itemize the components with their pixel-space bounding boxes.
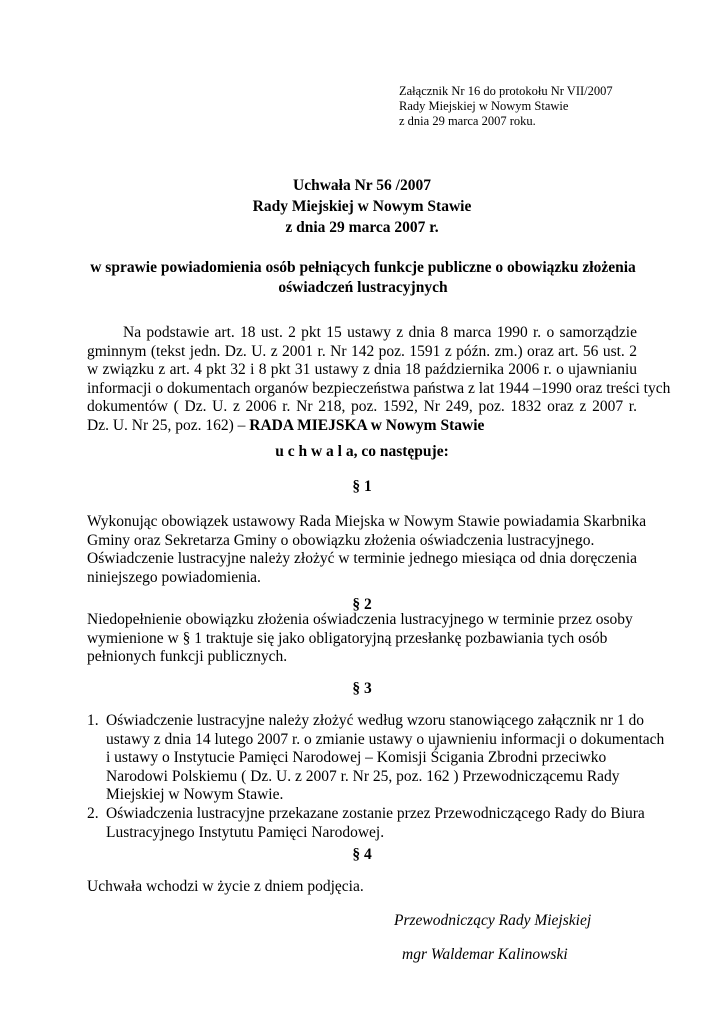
signature-role: Przewodniczący Rady Miejskiej: [394, 912, 592, 929]
paragraph-line: w związku z art. 4 pkt 32 i 8 pkt 31 ustawy z dnia 18 października 2006 r. o ujawnianiu: [87, 361, 637, 379]
resolution-subject: [90, 258, 636, 298]
paragraph-line: informacji o dokumentach organów bezpieczeństwa państwa z lat 1944 –1990 oraz treści tych: [87, 379, 671, 397]
section-mark-2: § 2: [352, 596, 372, 613]
paragraph-line: Gminy oraz Sekretarza Gminy o obowiązku złożenia oświadczenia lustracyjnego.: [87, 531, 595, 549]
paragraph-line: Niedopełnienie obowiązku złożenia oświadczenia lustracyjnego w terminie przez osoby: [87, 611, 633, 628]
section-3-list: [87, 712, 665, 842]
title-line: Uchwała Nr 56 /2007: [293, 177, 431, 194]
annex-line: z dnia 29 marca 2007 roku.: [399, 114, 536, 128]
legal-basis-paragraph: [87, 324, 671, 436]
paragraph-line: Lustracyjnego Instytutu Pamięci Narodowej.: [106, 823, 385, 841]
paragraph-line: [87, 417, 637, 436]
annex-note: [399, 84, 613, 129]
annex-line: Załącznik Nr 16 do protokołu Nr VII/2007: [399, 84, 613, 98]
title-line: z dnia 29 marca 2007 r.: [285, 219, 439, 236]
paragraph-line: dokumentów ( Dz. U. z 2006 r. Nr 218, poz. 1592, Nr 249, poz. 1832 oraz z 2007 r.: [87, 398, 637, 416]
resolution-title: [0, 175, 724, 238]
paragraph-line: Narodowi Polskiemu ( Dz. U. z 2007 r. Nr 25, poz. 162 ) Przewodniczącemu Rady: [106, 767, 620, 785]
section-4-text: [87, 878, 637, 897]
section-1-text: [87, 513, 647, 587]
section-2-text: [87, 611, 637, 667]
paragraph-line: Na podstawie art. 18 ust. 2 pkt 15 ustawy z dnia 8 marca 1990 r. o samorządzie: [123, 324, 637, 341]
subject-line: oświadczeń lustracyjnych: [278, 279, 448, 296]
annex-line: Rady Miejskiej w Nowym Stawie: [399, 99, 569, 113]
paragraph-line: Oświadczenie lustracyjne należy złożyć w terminie jednego miesiąca od dnia doręczenia: [87, 550, 638, 568]
list-item: [87, 712, 665, 805]
paragraph-line: ustawy z dnia 14 lutego 2007 r. o zmianie ustawy o ujawnieniu informacji o dokumentach: [106, 730, 665, 748]
paragraph-line: Miejskiej w Nowym Stawie.: [106, 786, 284, 804]
resolves-heading: u c h w a l a, co następuje:: [275, 443, 449, 460]
council-name: RADA MIEJSKA w Nowym Stawie: [249, 416, 485, 434]
paragraph-line: Oświadczenie lustracyjne należy złożyć według wzoru stanowiącego załącznik nr 1 do: [106, 712, 644, 729]
paragraph-line: Uchwała wchodzi w życie z dniem podjęcia.: [87, 878, 364, 895]
title-line: Rady Miejskiej w Nowym Stawie: [252, 198, 472, 215]
subject-line: w sprawie powiadomienia osób pełniących funkcje publiczne o obowiązku złożenia: [90, 259, 636, 276]
list-item-number: 1.: [87, 712, 99, 729]
section-mark-4: § 4: [352, 846, 372, 863]
paragraph-line: gminnym (tekst jedn. Dz. U. z 2001 r. Nr 142 poz. 1591 z późn. zm.) oraz art. 56 ust. 2: [87, 342, 637, 360]
list-item-number: 2.: [87, 804, 99, 822]
paragraph-text: Dz. U. Nr 25, poz. 162) –: [87, 416, 246, 434]
section-mark-1: § 1: [352, 478, 372, 495]
paragraph-line: Oświadczenia lustracyjne przekazane zostanie przez Przewodniczącego Rady do Biura: [106, 804, 645, 822]
section-mark-3: § 3: [352, 680, 372, 697]
list-item: [87, 804, 645, 842]
paragraph-line: wymienione w § 1 traktuje się jako obligatoryjną przesłankę pozbawiania tych osób: [87, 629, 608, 647]
paragraph-line: niniejszego powiadomienia.: [87, 568, 261, 586]
paragraph-line: pełnionych funkcji publicznych.: [87, 648, 288, 666]
paragraph-line: i ustawy o Instytucie Pamięci Narodowej – Komisji Ścigania Zbrodni przeciwko: [106, 749, 607, 767]
paragraph-line: Wykonując obowiązek ustawowy Rada Miejska w Nowym Stawie powiadamia Skarbnika: [87, 513, 647, 530]
signature-name: mgr Waldemar Kalinowski: [402, 946, 568, 963]
